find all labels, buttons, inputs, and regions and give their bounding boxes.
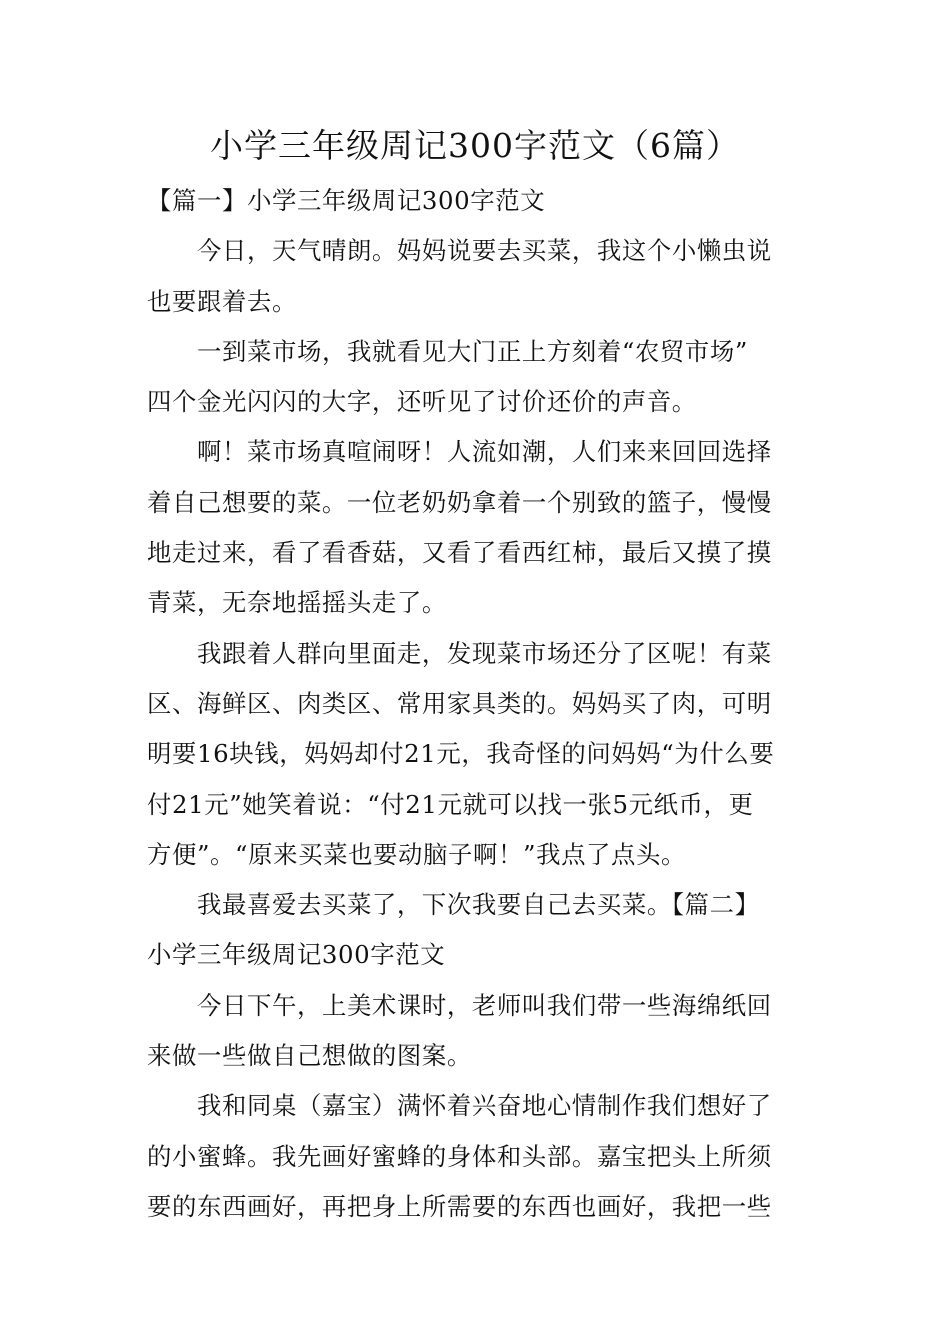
- document-title: 小学三年级周记300字范文（6篇）: [210, 126, 740, 165]
- text-line: 区、海鲜区、肉类区、常用家具类的。妈妈买了肉，可明: [147, 688, 772, 718]
- text-line: 一到菜市场，我就看见大门正上方刻着“农贸市场”: [197, 336, 748, 366]
- text-line: 明要16块钱，妈妈却付21元，我奇怪的问妈妈“为什么要: [147, 739, 775, 769]
- text-line: 也要跟着去。: [147, 286, 297, 316]
- text-line: 今日，天气晴朗。妈妈说要去买菜，我这个小懒虫说: [197, 236, 772, 266]
- text-line: 我跟着人群向里面走，发现菜市场还分了区呢！有菜: [197, 638, 772, 668]
- text-line: 我和同桌（嘉宝）满怀着兴奋地心情制作我们想好了: [197, 1091, 772, 1121]
- text-line: 小学三年级周记300字范文: [147, 940, 446, 970]
- text-line: 四个金光闪闪的大字，还听见了讨价还价的声音。: [147, 387, 697, 417]
- text-line: 青菜，无奈地摇摇头走了。: [147, 588, 447, 618]
- text-line: 我最喜爱去买菜了，下次我要自己去买菜。【篇二】: [197, 890, 760, 920]
- text-line: 付21元”她笑着说：“付21元就可以找一张5元纸币，更: [147, 789, 754, 819]
- text-line: 的小蜜蜂。我先画好蜜蜂的身体和头部。嘉宝把头上所须: [147, 1141, 772, 1171]
- text-line: 今日下午，上美术课时，老师叫我们带一些海绵纸回: [197, 990, 772, 1020]
- text-line: 着自己想要的菜。一位老奶奶拿着一个别致的篮子，慢慢: [147, 487, 772, 517]
- text-line: 【篇一】小学三年级周记300字范文: [147, 186, 546, 215]
- text-line: 来做一些做自己想做的图案。: [147, 1041, 472, 1071]
- text-line: 啊！菜市场真喧闹呀！人流如潮，人们来来回回选择: [197, 437, 772, 467]
- text-line: 方便”。“原来买菜也要动脑子啊！”我点了点头。: [147, 839, 687, 869]
- text-line: 地走过来，看了看香菇，又看了看西红柿，最后又摸了摸: [147, 538, 772, 568]
- document-body: [147, 176, 807, 1232]
- text-line: 要的东西画好，再把身上所需要的东西也画好，我把一些: [147, 1191, 772, 1221]
